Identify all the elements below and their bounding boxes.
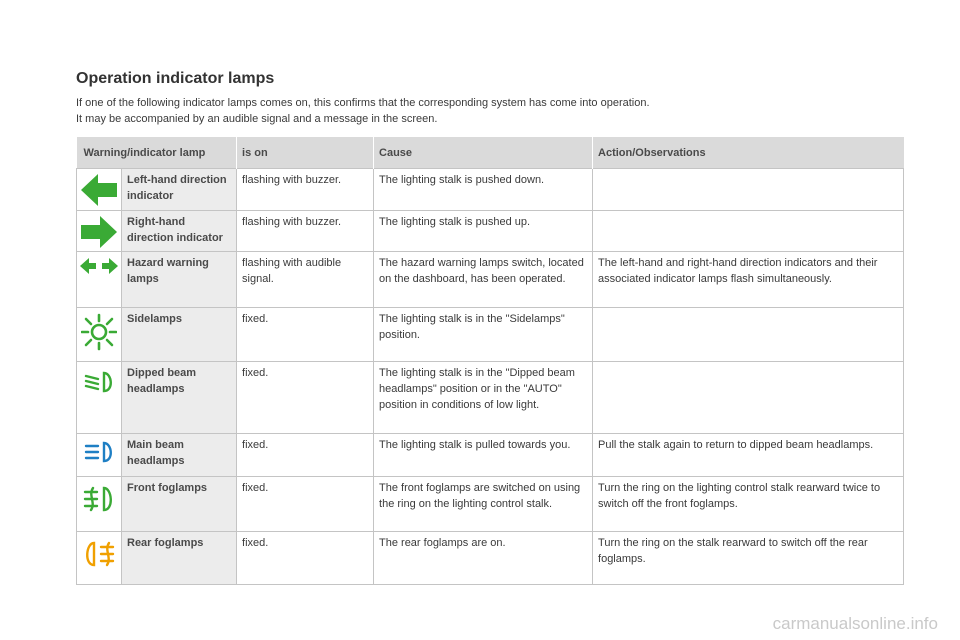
indicator-table <box>76 137 904 585</box>
cause-cell: The lighting stalk is pushed down. <box>374 169 593 211</box>
lamp-name: Front foglamps <box>122 477 237 532</box>
table-header-row <box>77 137 904 169</box>
cause-cell: The lighting stalk is pushed up. <box>374 211 593 252</box>
lamp-name: Main beam headlamps <box>122 434 237 477</box>
action-cell <box>593 362 904 434</box>
is-on-cell: fixed. <box>237 308 374 362</box>
right-arrow-icon <box>79 215 119 249</box>
is-on-cell: fixed. <box>237 434 374 477</box>
table-row <box>77 477 904 532</box>
table-row <box>77 362 904 434</box>
action-cell: Turn the ring on the stalk rearward to switch off the rear foglamps. <box>593 532 904 585</box>
intro-line-2: It may be accompanied by an audible signal and a message in the screen. <box>76 113 438 125</box>
cause-cell: The lighting stalk is in the "Dipped beam headlamps" position or in the "AUTO" position in conditions of low light. <box>374 362 593 434</box>
dipped-beam-icon <box>82 370 116 394</box>
action-cell: The left-hand and right-hand direction indicators and their associated indicator lamps flash simultaneously. <box>593 252 904 308</box>
is-on-cell: fixed. <box>237 362 374 434</box>
header-lamp: Warning/indicator lamp <box>77 137 237 169</box>
cause-cell: The hazard warning lamps switch, located on the dashboard, has been operated. <box>374 252 593 308</box>
page-title: Operation indicator lamps <box>76 70 275 87</box>
header-cause: Cause <box>374 137 593 169</box>
is-on-cell: fixed. <box>237 477 374 532</box>
table-row <box>77 532 904 585</box>
lamp-name: Sidelamps <box>122 308 237 362</box>
table-row <box>77 169 904 211</box>
lamp-name: Left-hand direction indicator <box>122 169 237 211</box>
sidelamps-icon <box>81 312 117 352</box>
table-row <box>77 308 904 362</box>
header-action: Action/Observations <box>593 137 904 169</box>
cause-cell: The front foglamps are switched on using the ring on the lighting control stalk. <box>374 477 593 532</box>
cause-cell: The lighting stalk is in the "Sidelamps" position. <box>374 308 593 362</box>
front-foglamp-icon <box>82 485 116 513</box>
left-arrow-icon <box>79 173 119 207</box>
table-row <box>77 211 904 252</box>
watermark: carmanualsonline.info <box>772 614 938 633</box>
action-cell <box>593 211 904 252</box>
is-on-cell: fixed. <box>237 532 374 585</box>
lamp-name: Rear foglamps <box>122 532 237 585</box>
action-cell <box>593 169 904 211</box>
action-cell: Turn the ring on the lighting control stalk rearward twice to switch off the front foglamps. <box>593 477 904 532</box>
header-is-on: is on <box>237 137 374 169</box>
hazard-arrows-icon <box>79 256 119 276</box>
is-on-cell: flashing with audible signal. <box>237 252 374 308</box>
intro-line-1: If one of the following indicator lamps comes on, this confirms that the corresponding system has come into operation. <box>76 97 650 109</box>
table-row <box>77 434 904 477</box>
cause-cell: The rear foglamps are on. <box>374 532 593 585</box>
lamp-name: Dipped beam headlamps <box>122 362 237 434</box>
cause-cell: The lighting stalk is pulled towards you. <box>374 434 593 477</box>
is-on-cell: flashing with buzzer. <box>237 169 374 211</box>
table-row <box>77 252 904 308</box>
is-on-cell: flashing with buzzer. <box>237 211 374 252</box>
lamp-name: Hazard warning lamps <box>122 252 237 308</box>
rear-foglamp-icon <box>82 540 116 568</box>
action-cell <box>593 308 904 362</box>
lamp-name: Right-hand direction indicator <box>122 211 237 252</box>
action-cell: Pull the stalk again to return to dipped beam headlamps. <box>593 434 904 477</box>
intro-text <box>76 95 650 127</box>
main-beam-icon <box>82 440 116 464</box>
